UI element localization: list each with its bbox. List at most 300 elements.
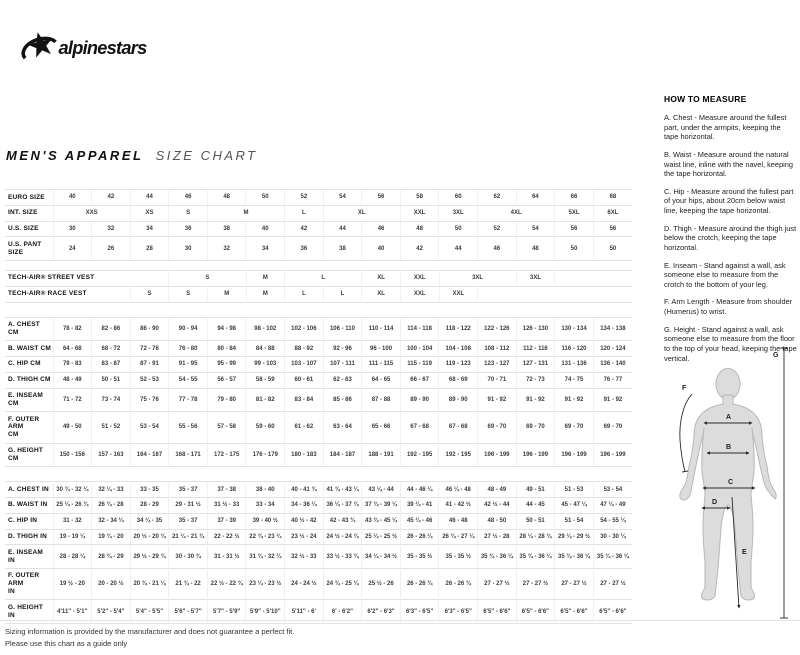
size-cell: 34 ¼ - 35 bbox=[130, 513, 169, 529]
size-cell: 52 - 53 bbox=[130, 372, 169, 388]
size-cell: 104 - 108 bbox=[439, 341, 478, 357]
size-cell: 28 bbox=[130, 237, 169, 261]
size-cell: 94 - 98 bbox=[207, 317, 246, 341]
size-cell: 6' - 6'2" bbox=[323, 600, 362, 624]
size-cell: 43 ¾ - 45 ¼ bbox=[362, 513, 401, 529]
size-cell: 46 bbox=[169, 190, 208, 206]
size-cell: S bbox=[169, 286, 208, 302]
size-cell: 69 - 70 bbox=[516, 412, 555, 443]
measure-instruction: A. Chest - Measure around the fullest part, under the armpits, keeping the tape horizontal. bbox=[664, 113, 787, 142]
size-cell: 96 - 100 bbox=[362, 341, 401, 357]
size-cell: L bbox=[285, 270, 362, 286]
table-row bbox=[5, 545, 632, 569]
size-cell: 43 ¼ - 44 bbox=[362, 482, 401, 498]
size-cell: 91 - 92 bbox=[478, 388, 517, 412]
size-cell: 42 - 43 ¾ bbox=[323, 513, 362, 529]
size-cell: 79 - 83 bbox=[53, 356, 92, 372]
alpinestars-logo bbox=[16, 20, 168, 72]
size-cell: 95 - 99 bbox=[207, 356, 246, 372]
size-cell: 35 ¾ - 36 ¼ bbox=[516, 545, 555, 569]
footer-disclaimer bbox=[0, 620, 800, 649]
size-cell: 30 bbox=[53, 221, 92, 237]
size-cell: 24 ½ - 24 ¾ bbox=[323, 529, 362, 545]
size-cell: 40 ½ - 42 bbox=[285, 513, 324, 529]
table-row bbox=[5, 221, 632, 237]
size-cell: 48 - 49 bbox=[478, 482, 517, 498]
size-cell: 168 - 171 bbox=[169, 443, 208, 467]
size-cell: 69 - 70 bbox=[555, 412, 594, 443]
size-cell: 90 - 94 bbox=[169, 317, 208, 341]
size-cell: 79 - 80 bbox=[207, 388, 246, 412]
row-label: INT. SIZE bbox=[5, 205, 53, 221]
size-cell: 54 - 55 ¼ bbox=[600, 518, 626, 525]
size-cell: 24 - 24 ½ bbox=[285, 568, 324, 599]
size-cell: 106 - 110 bbox=[323, 317, 362, 341]
size-cell: 46 - 48 bbox=[439, 513, 478, 529]
size-cell: 5'7" - 5'9" bbox=[207, 600, 246, 624]
size-cell: 32 bbox=[207, 237, 246, 261]
size-cell: L bbox=[285, 205, 324, 221]
size-cell: 81 - 82 bbox=[246, 388, 285, 412]
size-cell: 40 - 41 ¾ bbox=[285, 482, 324, 498]
size-cell: 21 ¼ - 21 ¾ bbox=[169, 529, 208, 545]
table-row bbox=[5, 270, 632, 286]
row-label: E. INSEAM CM bbox=[5, 388, 53, 412]
size-cell: 24 bbox=[53, 237, 92, 261]
size-cell: 51 - 54 bbox=[555, 513, 594, 529]
size-cell: 87 - 91 bbox=[130, 356, 169, 372]
size-cell: 20 - 20 ½ bbox=[92, 568, 131, 599]
size-cell: 119 - 123 bbox=[439, 356, 478, 372]
size-cell: 68 - 69 bbox=[439, 372, 478, 388]
size-cell: 74 - 75 bbox=[555, 372, 594, 388]
size-cell: 27 ½ - 28 bbox=[478, 529, 517, 545]
size-cell: 69 - 70 bbox=[478, 412, 517, 443]
size-cell: 20 ¾ - 21 ¼ bbox=[130, 568, 169, 599]
size-cell: 53 - 54 bbox=[130, 412, 169, 443]
size-cell: 44 bbox=[323, 221, 362, 237]
row-label: C. HIP IN bbox=[5, 513, 53, 529]
size-cell: 188 - 191 bbox=[362, 443, 401, 467]
size-cell: 54 bbox=[516, 221, 555, 237]
size-cell: 86 - 90 bbox=[130, 317, 169, 341]
table-row bbox=[5, 497, 632, 513]
size-cell: 25 ¼ - 25 ½ bbox=[362, 529, 401, 545]
size-cell: 131 - 136 bbox=[555, 356, 594, 372]
size-cell: XXL bbox=[439, 286, 478, 302]
size-cell: 118 - 122 bbox=[439, 317, 478, 341]
size-cell: 26 - 26 ¼ bbox=[400, 529, 439, 545]
size-cell: XXL bbox=[400, 270, 439, 286]
size-cell: 33 - 35 bbox=[130, 482, 169, 498]
size-cell: 70 - 71 bbox=[478, 372, 517, 388]
table-row bbox=[5, 513, 632, 529]
disclaimer-line-2: Please use this chart as a guide only bbox=[5, 638, 128, 648]
size-cell: 58 bbox=[400, 190, 439, 206]
table-row bbox=[5, 482, 632, 498]
size-cell: 120 - 124 bbox=[600, 345, 626, 352]
size-cell: 196 - 199 bbox=[600, 451, 626, 458]
size-cell: 5'9" - 5'10" bbox=[246, 600, 285, 624]
row-label: G. HEIGHT CM bbox=[5, 443, 53, 467]
row-label: U.S. SIZE bbox=[5, 221, 53, 237]
size-cell: 4XL bbox=[478, 205, 555, 221]
size-cell: 34 bbox=[246, 237, 285, 261]
size-cell: 72 - 76 bbox=[130, 341, 169, 357]
size-cell: 51 - 53 bbox=[555, 482, 594, 498]
measure-instruction: G. Height - Stand against a wall, ask someone else to measure from the floor to the top of your head, keeping the tape vertical. bbox=[664, 324, 797, 363]
size-cell: 62 - 63 bbox=[323, 372, 362, 388]
size-cell: 31 ¾ - 32 ¼ bbox=[246, 545, 285, 569]
size-cell: XXS bbox=[53, 205, 130, 221]
size-cell: 28 - 28 ¼ bbox=[53, 545, 92, 569]
size-cell: 5'6" - 5'7" bbox=[169, 600, 208, 624]
size-cell: 6'5" - 6'6" bbox=[478, 600, 517, 624]
row-label: G. HEIGHT IN bbox=[5, 600, 53, 624]
size-cell: 127 - 131 bbox=[516, 356, 555, 372]
body-figure-icon bbox=[658, 342, 798, 654]
size-cell: 176 - 179 bbox=[246, 443, 285, 467]
size-cell: 32 - 34 ¼ bbox=[92, 513, 131, 529]
size-cell: 3XL bbox=[439, 205, 478, 221]
size-cell: 134 - 138 bbox=[600, 325, 626, 332]
size-cell: 37 - 38 bbox=[207, 482, 246, 498]
table-row bbox=[5, 568, 632, 599]
size-cell: 54 bbox=[323, 190, 362, 206]
row-label: TECH-AIR® RACE VEST bbox=[5, 286, 130, 302]
table-row bbox=[5, 388, 632, 412]
size-cell: 34 bbox=[130, 221, 169, 237]
size-cell: 91 - 92 bbox=[603, 396, 623, 403]
table-row bbox=[5, 341, 632, 357]
size-cell: 50 bbox=[439, 221, 478, 237]
size-cell: 38 bbox=[323, 237, 362, 261]
size-cell: 63 - 64 bbox=[323, 412, 362, 443]
figure-label-c: C bbox=[728, 479, 734, 486]
size-cell: 42 bbox=[92, 190, 131, 206]
how-to-measure-panel bbox=[664, 94, 797, 371]
page-title-main: MEN'S APPAREL bbox=[6, 148, 144, 163]
row-label: A. CHEST IN bbox=[5, 482, 53, 498]
size-cell: 115 - 119 bbox=[400, 356, 439, 372]
table-row bbox=[5, 190, 632, 206]
size-cell: XS bbox=[130, 205, 169, 221]
size-cell: 66 bbox=[555, 190, 594, 206]
size-cell: 67 - 68 bbox=[439, 412, 478, 443]
size-cell: 38 - 40 bbox=[246, 482, 285, 498]
row-label: B. WAIST IN bbox=[5, 497, 53, 513]
size-cell: 164 - 167 bbox=[130, 443, 169, 467]
size-cell: 39 - 40 ½ bbox=[246, 513, 285, 529]
row-label: F. OUTER ARM CM bbox=[5, 412, 53, 443]
size-cell: 67 - 68 bbox=[400, 412, 439, 443]
size-cell: 157 - 163 bbox=[92, 443, 131, 467]
size-cell: 85 - 86 bbox=[323, 388, 362, 412]
size-cell: 6XL bbox=[607, 210, 619, 217]
size-cell: 3XL bbox=[439, 270, 516, 286]
size-cell: 23 ½ - 24 bbox=[285, 529, 324, 545]
size-cell: 40 bbox=[362, 237, 401, 261]
size-cell: 196 - 199 bbox=[478, 443, 517, 467]
size-cell: XL bbox=[362, 270, 401, 286]
size-cell: 62 bbox=[478, 190, 517, 206]
size-cell: 136 - 140 bbox=[600, 361, 626, 368]
size-cell: 33 ½ - 33 ¾ bbox=[323, 545, 362, 569]
size-cell: 196 - 199 bbox=[555, 443, 594, 467]
figure-label-a: A bbox=[726, 414, 732, 421]
how-to-measure-list bbox=[664, 113, 797, 363]
size-cell: S bbox=[169, 270, 246, 286]
size-cell: 49 - 50 bbox=[53, 412, 92, 443]
size-cell: XL bbox=[323, 205, 400, 221]
size-cell: 30 ¾ - 32 ¼ bbox=[53, 482, 92, 498]
size-cell: 30 bbox=[169, 237, 208, 261]
size-cell: 89 - 90 bbox=[400, 388, 439, 412]
size-cell: XXL bbox=[400, 205, 439, 221]
size-cell: 6'3" - 6'5" bbox=[439, 600, 478, 624]
size-cell: L bbox=[323, 286, 362, 302]
size-cell: 5'11" - 6' bbox=[285, 600, 324, 624]
size-cell: 65 - 66 bbox=[362, 412, 401, 443]
figure-label-f: F bbox=[682, 385, 687, 392]
size-cell: 29 - 31 ½ bbox=[169, 497, 208, 513]
size-cell bbox=[478, 286, 632, 302]
size-cell: 21 ¾ - 22 bbox=[169, 568, 208, 599]
size-cell: M bbox=[246, 286, 285, 302]
size-cell: 91 - 92 bbox=[555, 388, 594, 412]
size-cell: 68 - 72 bbox=[92, 341, 131, 357]
size-cell: 30 - 30 ¾ bbox=[169, 545, 208, 569]
size-cell: 44 bbox=[439, 237, 478, 261]
size-cell: 31 - 31 ½ bbox=[207, 545, 246, 569]
size-cell: 40 bbox=[246, 221, 285, 237]
size-cell: 35 - 37 bbox=[169, 513, 208, 529]
row-label: EURO SIZE bbox=[5, 190, 53, 206]
size-cell: 46 bbox=[478, 237, 517, 261]
size-cell: 48 bbox=[400, 221, 439, 237]
size-cell: 111 - 115 bbox=[362, 356, 401, 372]
size-cell: 68 bbox=[609, 194, 617, 201]
size-cell: 76 - 77 bbox=[603, 377, 623, 384]
size-cell: 47 ¼ - 49 bbox=[600, 502, 626, 509]
size-cell: 5'4" - 5'5" bbox=[130, 600, 169, 624]
size-cell: XL bbox=[362, 286, 401, 302]
size-cell: 6'2" - 6'3" bbox=[362, 600, 401, 624]
size-cell: 27 - 27 ½ bbox=[478, 568, 517, 599]
table-row bbox=[5, 356, 632, 372]
size-cell: 30 - 30 ¼ bbox=[600, 533, 626, 540]
size-cell: 36 ¼ - 37 ¾ bbox=[323, 497, 362, 513]
size-cell: 48 bbox=[516, 237, 555, 261]
size-cell: 130 - 134 bbox=[555, 317, 594, 341]
size-cell: 56 - 57 bbox=[207, 372, 246, 388]
size-table-vests bbox=[5, 270, 632, 303]
page-title bbox=[6, 148, 258, 163]
size-cell: 32 ½ - 33 bbox=[285, 545, 324, 569]
size-cell: 35 ¾ - 36 ¼ bbox=[596, 553, 629, 560]
size-cell: 91 - 92 bbox=[516, 388, 555, 412]
size-cell: 56 bbox=[555, 221, 594, 237]
size-cell: 20 ½ - 20 ¾ bbox=[130, 529, 169, 545]
size-cell: 56 bbox=[609, 225, 617, 232]
size-cell: 35 - 37 bbox=[169, 482, 208, 498]
size-cell: 27 - 27 ½ bbox=[555, 568, 594, 599]
size-cell: 46 bbox=[362, 221, 401, 237]
size-cell: 60 bbox=[439, 190, 478, 206]
size-cell: 172 - 175 bbox=[207, 443, 246, 467]
size-cell: 19 - 19 ¼ bbox=[53, 529, 92, 545]
size-cell: 26 ¾ - 28 bbox=[92, 497, 131, 513]
size-cell: 184 - 187 bbox=[323, 443, 362, 467]
size-cell: 83 - 84 bbox=[285, 388, 324, 412]
size-cell: 55 - 56 bbox=[169, 412, 208, 443]
table-row bbox=[5, 317, 632, 341]
size-cell: 110 - 114 bbox=[362, 317, 401, 341]
how-to-measure-heading: HOW TO MEASURE bbox=[664, 94, 747, 104]
size-cell: 41 - 42 ½ bbox=[439, 497, 478, 513]
size-cell: 48 bbox=[207, 190, 246, 206]
size-cell: 54 - 55 bbox=[169, 372, 208, 388]
table-row bbox=[5, 205, 632, 221]
size-cell: 64 bbox=[516, 190, 555, 206]
size-cell: 42 bbox=[285, 221, 324, 237]
size-cell: 46 ¼ - 48 bbox=[439, 482, 478, 498]
size-cell: 66 - 67 bbox=[400, 372, 439, 388]
measure-instruction: C. Hip - Measure around the fullest part of your hips, about 20cm below waist line, keeping the tape horizontal. bbox=[664, 186, 794, 215]
size-cell: 150 - 156 bbox=[53, 443, 92, 467]
size-cell: 40 bbox=[53, 190, 92, 206]
size-cell: 35 ¾ - 36 ¼ bbox=[478, 545, 517, 569]
size-cell: S bbox=[130, 286, 169, 302]
measure-instruction: D. Thigh - Measure around the thigh just below the crotch, keeping the tape horizontal. bbox=[664, 223, 797, 252]
size-cell: 32 bbox=[92, 221, 131, 237]
size-cell: 71 - 72 bbox=[53, 388, 92, 412]
size-table-area bbox=[5, 189, 633, 624]
size-table-sizes bbox=[5, 189, 632, 261]
size-cell: 22 ½ - 22 ¾ bbox=[207, 568, 246, 599]
size-cell: 76 - 80 bbox=[169, 341, 208, 357]
size-cell: 48 - 50 bbox=[478, 513, 517, 529]
size-cell: 26 - 26 ¾ bbox=[439, 568, 478, 599]
size-cell: 28 - 29 bbox=[130, 497, 169, 513]
size-cell: 39 ¼ - 41 bbox=[400, 497, 439, 513]
size-cell: 44 - 46 ¼ bbox=[400, 482, 439, 498]
size-cell: 89 - 90 bbox=[439, 388, 478, 412]
table-row bbox=[5, 529, 632, 545]
size-cell: 75 - 76 bbox=[130, 388, 169, 412]
size-cell: 114 - 118 bbox=[400, 317, 439, 341]
size-cell: 108 - 112 bbox=[478, 341, 517, 357]
row-label: U.S. PANT SIZE bbox=[5, 237, 53, 261]
size-cell: 100 - 104 bbox=[400, 341, 439, 357]
size-cell: 4'11" - 5'1" bbox=[53, 600, 92, 624]
size-cell: 27 - 27 ½ bbox=[600, 581, 626, 588]
table-row bbox=[5, 443, 632, 467]
row-label: E. INSEAM IN bbox=[5, 545, 53, 569]
figure-label-b: B bbox=[726, 444, 732, 451]
size-cell: 25 ½ - 26 bbox=[362, 568, 401, 599]
size-cell: 19 ¾ - 20 bbox=[92, 529, 131, 545]
size-cell: 19 ½ - 20 bbox=[53, 568, 92, 599]
size-cell: 57 - 58 bbox=[207, 412, 246, 443]
size-cell: 28 ¼ - 28 ¾ bbox=[516, 529, 555, 545]
size-cell: 32 ¼ - 33 bbox=[92, 482, 131, 498]
size-cell: 102 - 106 bbox=[285, 317, 324, 341]
row-label: C. HIP CM bbox=[5, 356, 53, 372]
size-cell: 35 - 35 ½ bbox=[439, 545, 478, 569]
size-cell: 92 - 96 bbox=[323, 341, 362, 357]
size-cell: 88 - 92 bbox=[285, 341, 324, 357]
size-cell: 78 - 82 bbox=[53, 317, 92, 341]
size-cell: 56 bbox=[362, 190, 401, 206]
size-cell: 51 - 52 bbox=[92, 412, 131, 443]
table-row bbox=[5, 286, 632, 302]
size-cell: 98 - 102 bbox=[246, 317, 285, 341]
size-cell: 42 bbox=[400, 237, 439, 261]
size-cell: 31 - 32 bbox=[53, 513, 92, 529]
alpinestars-logo-icon bbox=[16, 20, 168, 72]
row-label: TECH-AIR® STREET VEST bbox=[5, 270, 169, 286]
size-cell: 26 ¾ - 27 ¼ bbox=[439, 529, 478, 545]
size-cell: 26 - 26 ¾ bbox=[400, 568, 439, 599]
measure-instruction: B. Waist - Measure around the natural waist line, inline with the navel, keeping the tape horizontal. bbox=[664, 149, 794, 179]
size-cell: 64 - 65 bbox=[362, 372, 401, 388]
measure-instruction: F. Arm Length - Measure from shoulder (Humerus) to wrist. bbox=[664, 297, 793, 316]
size-cell: 73 - 74 bbox=[92, 388, 131, 412]
size-cell: M bbox=[246, 270, 285, 286]
size-cell: 69 - 70 bbox=[603, 424, 623, 431]
size-cell: 180 - 183 bbox=[285, 443, 324, 467]
size-table-cm bbox=[5, 317, 632, 468]
size-cell: 50 bbox=[246, 190, 285, 206]
size-cell: 45 ¼ - 46 bbox=[400, 513, 439, 529]
logo-wordmark: alpinestars bbox=[58, 37, 147, 59]
measure-instruction: E. Inseam - Stand against a wall, ask someone else to measure from the crotch to the bottom of your leg. bbox=[664, 260, 786, 289]
size-cell: 77 - 78 bbox=[169, 388, 208, 412]
size-cell: 123 - 127 bbox=[478, 356, 517, 372]
size-cell: 6'5" - 6'6" bbox=[599, 608, 627, 615]
size-cell: 41 ¾ - 43 ¼ bbox=[323, 482, 362, 498]
size-cell: 42 ½ - 44 bbox=[478, 497, 517, 513]
size-cell: S bbox=[169, 205, 208, 221]
size-cell: 33 - 34 bbox=[246, 497, 285, 513]
table-row bbox=[5, 372, 632, 388]
size-cell: 5'2" - 5'4" bbox=[92, 600, 131, 624]
size-cell: 27 - 27 ½ bbox=[516, 568, 555, 599]
size-cell: 192 - 195 bbox=[400, 443, 439, 467]
size-cell: 103 - 107 bbox=[285, 356, 324, 372]
table-row bbox=[5, 237, 632, 261]
size-cell: 58 - 59 bbox=[246, 372, 285, 388]
size-cell: 3XL bbox=[516, 270, 555, 286]
size-cell: 23 ¼ - 23 ½ bbox=[246, 568, 285, 599]
row-label: D. THIGH IN bbox=[5, 529, 53, 545]
table-row bbox=[5, 412, 632, 443]
size-cell: 35 - 35 ½ bbox=[400, 545, 439, 569]
size-cell: XXL bbox=[400, 286, 439, 302]
size-cell: 53 - 54 bbox=[603, 486, 623, 493]
size-cell: 84 - 88 bbox=[246, 341, 285, 357]
size-cell: 31 ½ - 33 bbox=[207, 497, 246, 513]
size-cell: 49 - 51 bbox=[516, 482, 555, 498]
size-cell: 72 - 73 bbox=[516, 372, 555, 388]
size-cell: 196 - 199 bbox=[516, 443, 555, 467]
size-cell: 99 - 103 bbox=[246, 356, 285, 372]
size-cell: 83 - 87 bbox=[92, 356, 131, 372]
row-label: F. OUTER ARM IN bbox=[5, 568, 53, 599]
size-cell: 28 ¾ - 29 bbox=[92, 545, 131, 569]
row-label: D. THIGH CM bbox=[5, 372, 53, 388]
